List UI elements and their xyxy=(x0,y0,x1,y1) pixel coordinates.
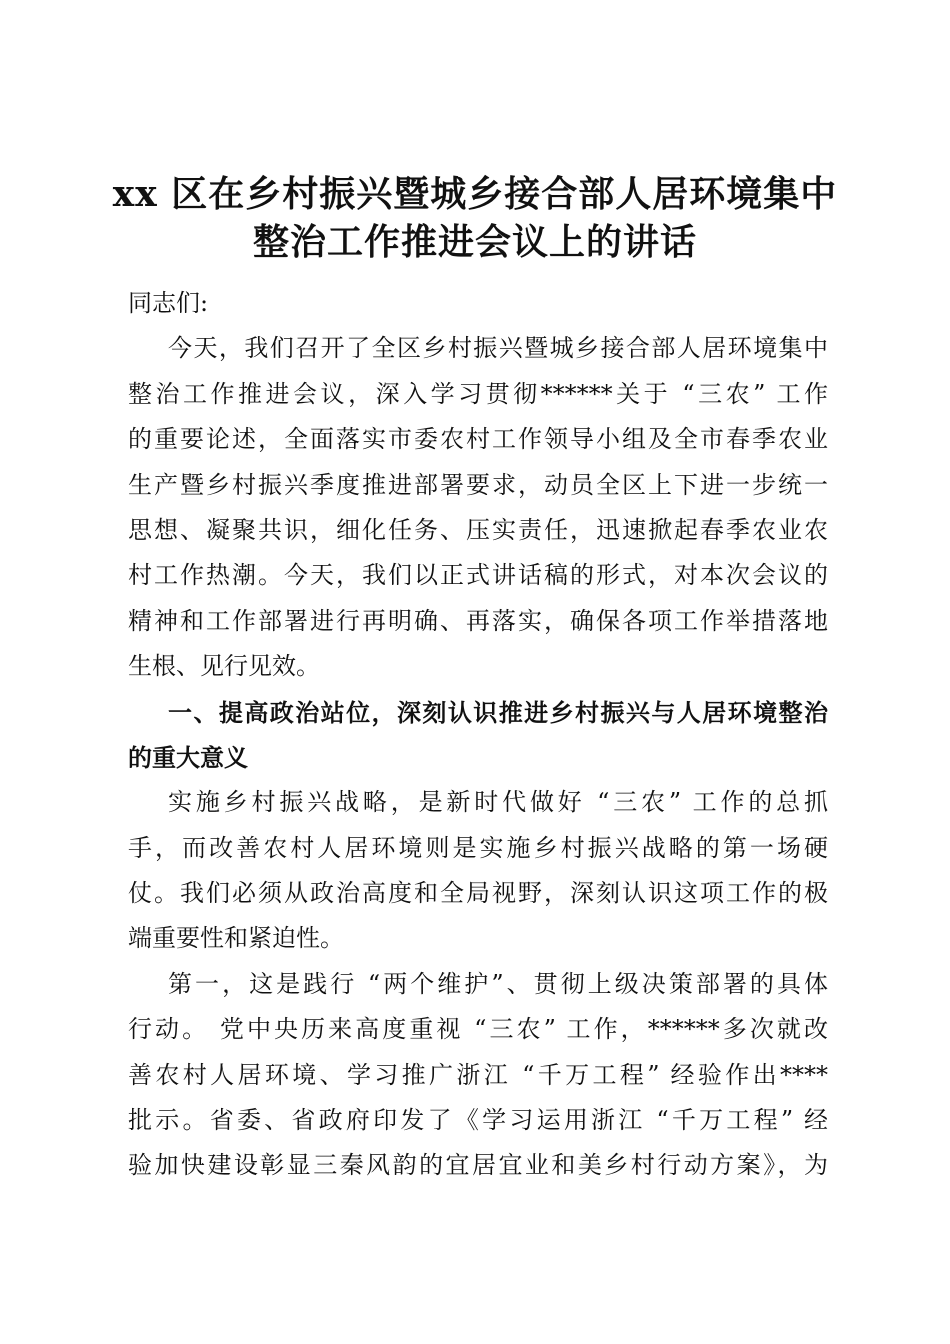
document-title-line-2: 整治工作推进会议上的讲话 xyxy=(252,221,697,263)
salutation: 同志们: xyxy=(128,289,209,317)
paragraph-line: 生产暨乡村振兴季度推进部署要求，动员全区上下进一步统一 xyxy=(128,470,828,499)
paragraph-line: 的重要论述，全面落实市委农村工作领导小组及全市春季农业 xyxy=(128,425,828,454)
paragraph-line: 实施乡村振兴战略，是新时代做好 “三农” 工作的总抓 xyxy=(168,788,828,817)
paragraph-line: 整治工作推进会议，深入学习贯彻******关于 “三农” 工作 xyxy=(128,379,828,408)
section-heading-line: 的重大意义 xyxy=(128,742,248,772)
paragraph-line: 批示。省委、省政府印发了《学习运用浙江 “千万工程” 经 xyxy=(128,1106,828,1135)
paragraph-line: 村工作热潮。今天，我们以正式讲话稿的形式，对本次会议的 xyxy=(128,561,828,590)
paragraph-line: 验加快建设彰显三秦风韵的宜居宜业和美乡村行动方案》，为 xyxy=(128,1151,828,1180)
paragraph-line: 端重要性和紧迫性。 xyxy=(128,924,344,953)
paragraph-line: 生根、见行见效。 xyxy=(128,652,320,681)
paragraph-line: 行动。 党中央历来高度重视 “三农” 工作，******多次就改 xyxy=(128,1015,828,1044)
paragraph-line: 今天，我们召开了全区乡村振兴暨城乡接合部人居环境集中 xyxy=(168,334,828,363)
section-heading-line: 一、提高政治站位，深刻认识推进乡村振兴与人居环境整治 xyxy=(168,697,828,727)
paragraph-line: 第一，这是践行 “两个维护”、贯彻上级决策部署的具体 xyxy=(168,969,828,998)
document-body xyxy=(128,281,828,1189)
paragraph-line: 手，而改善农村人居环境则是实施乡村振兴战略的第一场硬 xyxy=(128,833,828,862)
paragraph-line: 善农村人居环境、学习推广浙江 “千万工程” 经验作出**** xyxy=(128,1060,828,1089)
paragraph-line: 思想、凝聚共识，细化任务、压实责任，迅速掀起春季农业农 xyxy=(128,515,828,544)
paragraph-line: 仗。我们必须从政治高度和全局视野，深刻认识这项工作的极 xyxy=(128,879,828,908)
document-title-line-1: xx 区在乡村振兴暨城乡接合部人居环境集中 xyxy=(112,173,838,215)
paragraph-line: 精神和工作部署进行再明确、再落实，确保各项工作举措落地 xyxy=(128,606,828,635)
